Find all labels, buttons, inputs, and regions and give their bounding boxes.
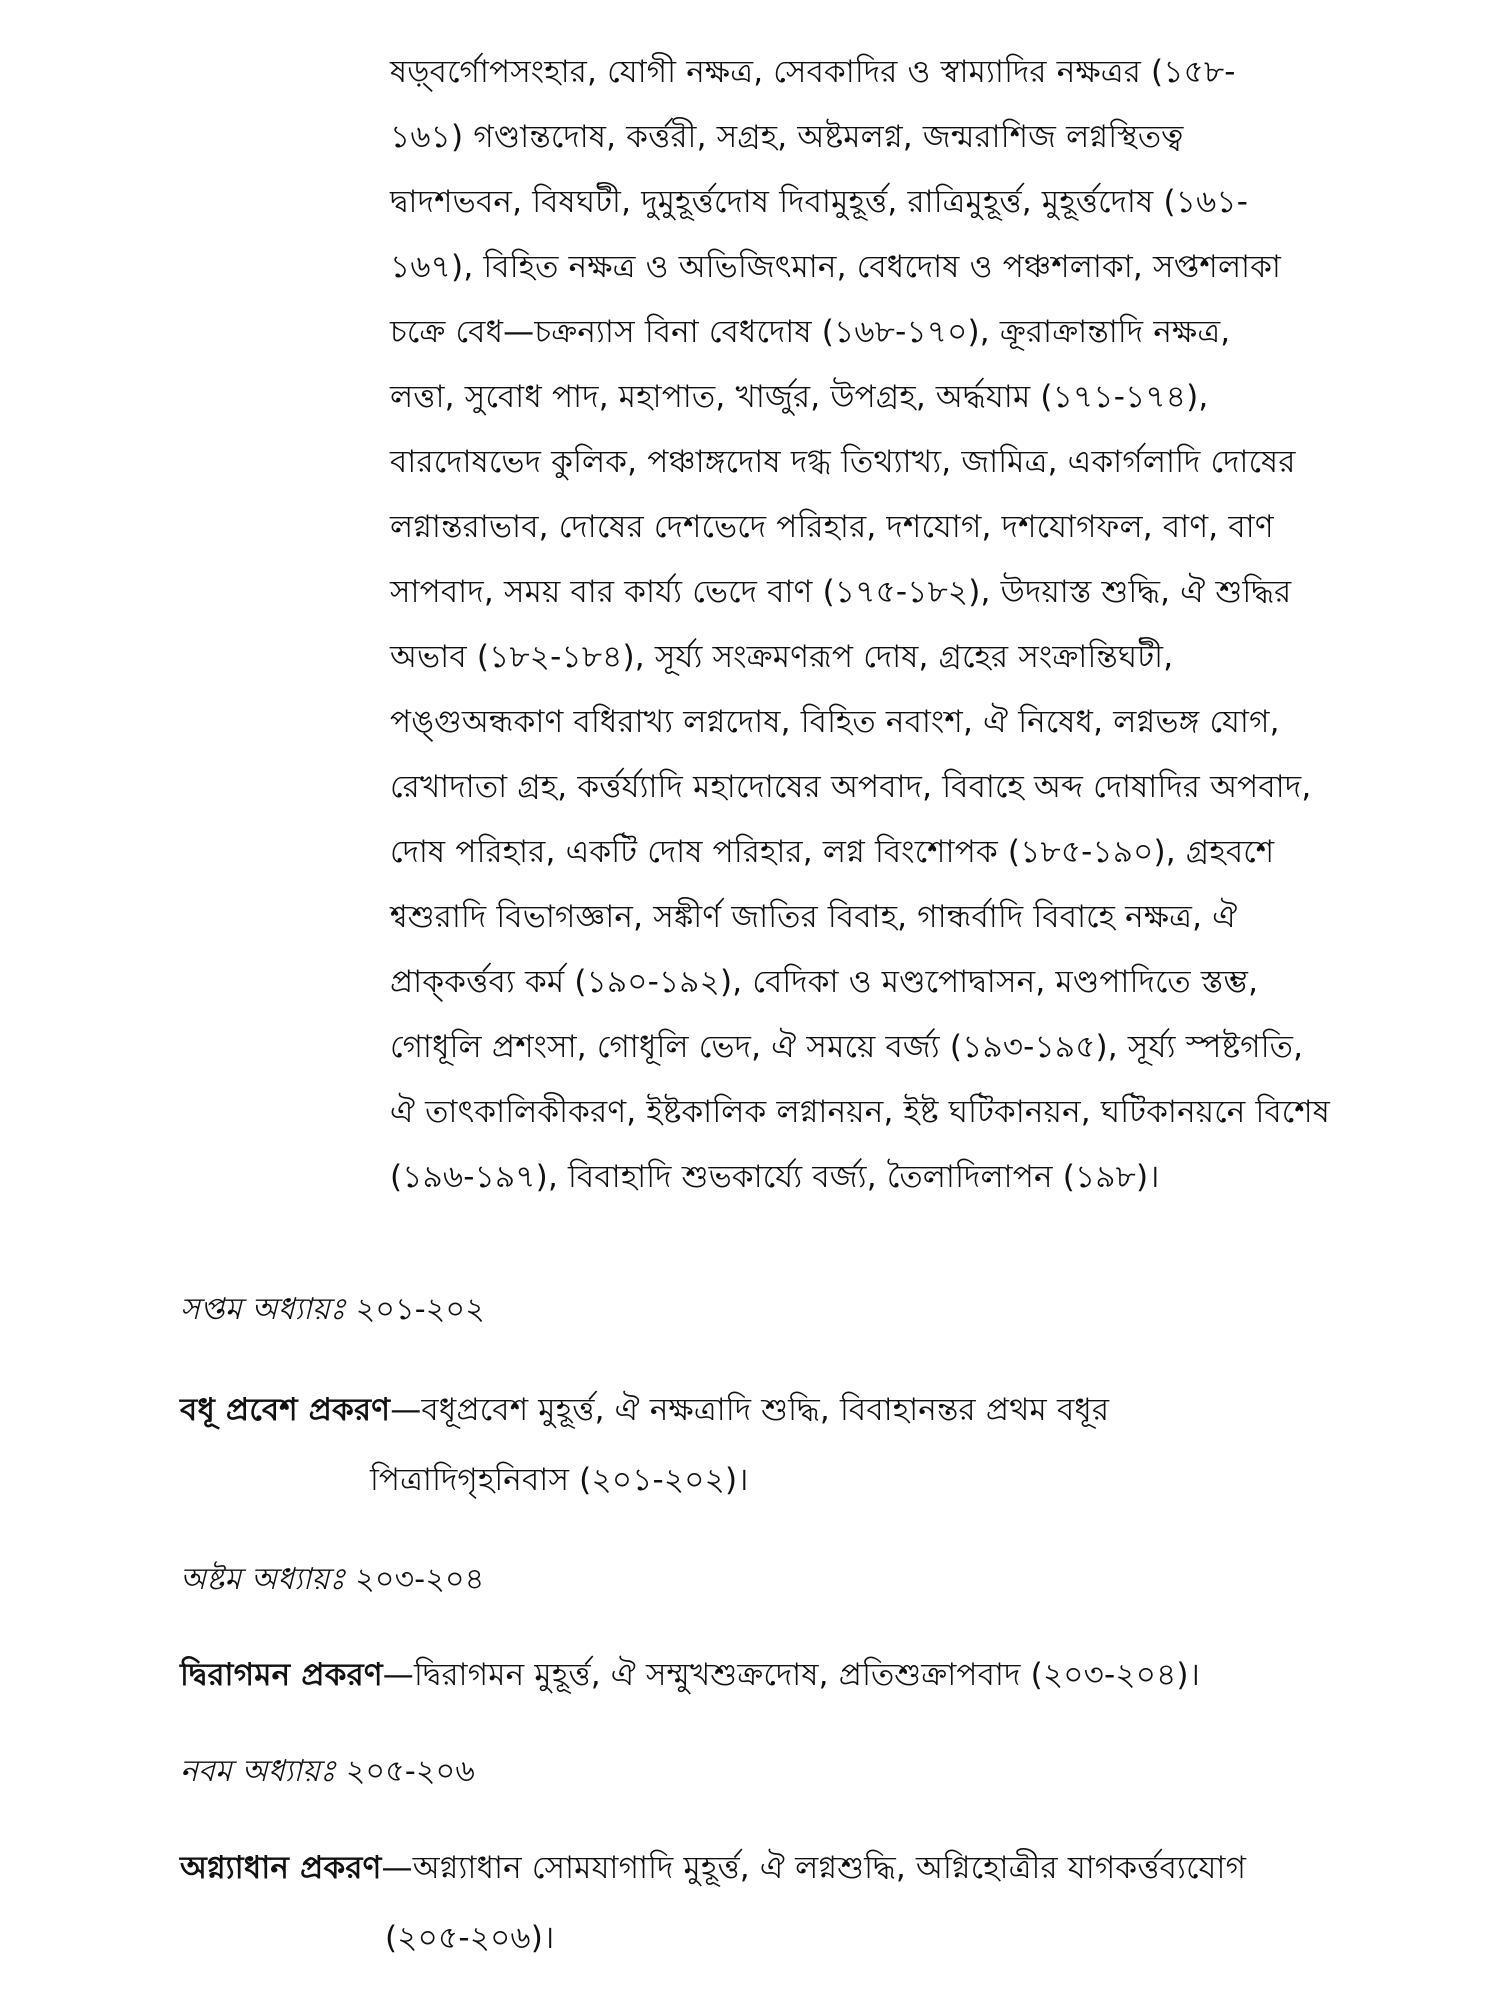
chapter-heading [180, 1560, 484, 1600]
contents-line: সাপবাদ, সময় বার কার্য্য ভেদে বাণ (১৭৫-১৮২), উদয়াস্ত শুদ্ধি, ঐ শুদ্ধির [390, 574, 1292, 610]
contents-line: প্রাক্‌কর্ত্তব্য কর্ম (১৯০-১৯২), বেদিকা ও মণ্ডপোদ্বাসন, মণ্ডপাদিতে স্তম্ভ, [390, 964, 1259, 1000]
contents-line: চক্রে বেধ—চক্রন্যাস বিনা বেধদোষ (১৬৮-১৭০), ক্রূরাক্রান্তাদি নক্ষত্র, [390, 314, 1231, 350]
chapter-pages: ২০৩-২০৪ [355, 1562, 485, 1597]
chapter-label: অষ্টম অধ্যায়ঃ [180, 1562, 346, 1597]
contents-line: ১৬৭), বিহিত নক্ষত্র ও অভিজিৎমান, বেধদোষ ও পঞ্চশলাকা, সপ্তশলাকা [390, 249, 1282, 285]
section-name: অগ্ন্যাধান প্রকরণ [180, 1850, 382, 1886]
contents-line: অভাব (১৮২-১৮৪), সূর্য্য সংক্রমণরূপ দোষ, গ্রহের সংক্রান্তিঘটী, [390, 639, 1174, 675]
contents-line: পঙ্গুঅন্ধকাণ বধিরাখ্য লগ্নদোষ, বিহিত নবাংশ, ঐ নিষেধ, লগ্নভঙ্গ যোগ, [390, 704, 1280, 740]
contents-line: গোধূলি প্রশংসা, গোধূলি ভেদ, ঐ সময়ে বর্জ্য (১৯৩-১৯৫), সূর্য্য স্পষ্টগতি, [390, 1029, 1304, 1065]
section-description: —বধূপ্রবেশ মুহূর্ত্ত, ঐ নক্ষত্রাদি শুদ্ধি, বিবাহানন্তর প্রথম বধূর [390, 1392, 1110, 1428]
contents-line: ঐ তাৎকালিকীকরণ, ইষ্টকালিক লগ্নানয়ন, ইষ্ট ঘটিকানয়ন, ঘটিকানয়নে বিশেষ [390, 1094, 1331, 1130]
chapter-label: সপ্তম অধ্যায়ঃ [180, 1292, 346, 1327]
contents-line: ১৬১) গণ্ডান্তদোষ, কর্ত্তরী, সগ্রহ, অষ্টমলগ্ন, জন্মরাশিজ লগ্নস্থিতত্ব [390, 119, 1184, 155]
contents-line: বারদোষভেদ কুলিক, পঞ্চাঙ্গদোষ দগ্ধ তিথ্যাখ্য, জামিত্র, একার্গলাদি দোষের [390, 444, 1296, 480]
contents-line: দোষ পরিহার, একটি দোষ পরিহার, লগ্ন বিংশোপক (১৮৫-১৯০), গ্রহবশে [390, 834, 1275, 870]
section-description-continued: (২০৫-২০৬)। [385, 1920, 555, 1956]
chapter-pages: ২০১-২০২ [355, 1292, 485, 1327]
section-name: দ্বিরাগমন প্রকরণ [180, 1657, 383, 1693]
section-entry [180, 1848, 1246, 1888]
section-entry [180, 1390, 1109, 1430]
contents-line: দ্বাদশভবন, বিষঘটী, দুমুহূর্ত্তদোষ দিবামুহূর্ত্ত, রাত্রিমুহূর্ত্ত, মুহূর্ত্তদোষ (১৬১- [390, 184, 1249, 220]
contents-line: (১৯৬-১৯৭), বিবাহাদি শুভকার্য্যে বর্জ্য, তৈলাদিলাপন (১৯৮)। [390, 1159, 1160, 1195]
chapter-label: নবম অধ্যায়ঃ [180, 1754, 337, 1789]
contents-line: ষড়্‌বর্গোপসংহার, যোগী নক্ষত্র, সেবকাদির ও স্বাম্যাদির নক্ষত্রর (১৫৮- [390, 54, 1236, 90]
chapter-heading [180, 1290, 485, 1330]
contents-line: শ্বশুরাদি বিভাগজ্ঞান, সঙ্কীর্ণ জাতির বিবাহ, গান্ধর্বাদি বিবাহে নক্ষত্র, ঐ [390, 899, 1238, 935]
contents-line: লত্তা, সুবোধ পাদ, মহাপাত, খার্জুর, উপগ্রহ, অর্দ্ধযাম (১৭১-১৭৪), [390, 379, 1209, 415]
chapter-pages: ২০৫-২০৬ [345, 1754, 476, 1789]
section-description: —দ্বিরাগমন মুহূর্ত্ত, ঐ সম্মুখশুক্রদোষ, প্রতিশুক্রাপবাদ (২০৩-২০৪)। [382, 1657, 1201, 1693]
section-description-continued: পিত্রাদিগৃহনিবাস (২০১-২০২)। [370, 1462, 749, 1498]
section-entry [180, 1655, 1200, 1695]
section-name: বধূ প্রবেশ প্রকরণ [180, 1392, 391, 1428]
contents-line: রেখাদাতা গ্রহ, কর্ত্তর্য্যাদি মহাদোষের অপবাদ, বিবাহে অব্দ দোষাদির অপবাদ, [390, 769, 1312, 805]
chapter-heading [180, 1752, 475, 1792]
section-description: —অগ্ন্যাধান সোমযাগাদি মুহূর্ত্ত, ঐ লগ্নশুদ্ধি, অগ্নিহোত্রীর যাগকর্ত্তব্যযোগ [381, 1850, 1247, 1886]
contents-line: লগ্নান্তরাভাব, দোষের দেশভেদে পরিহার, দশযোগ, দশযোগফল, বাণ, বাণ [390, 509, 1274, 545]
